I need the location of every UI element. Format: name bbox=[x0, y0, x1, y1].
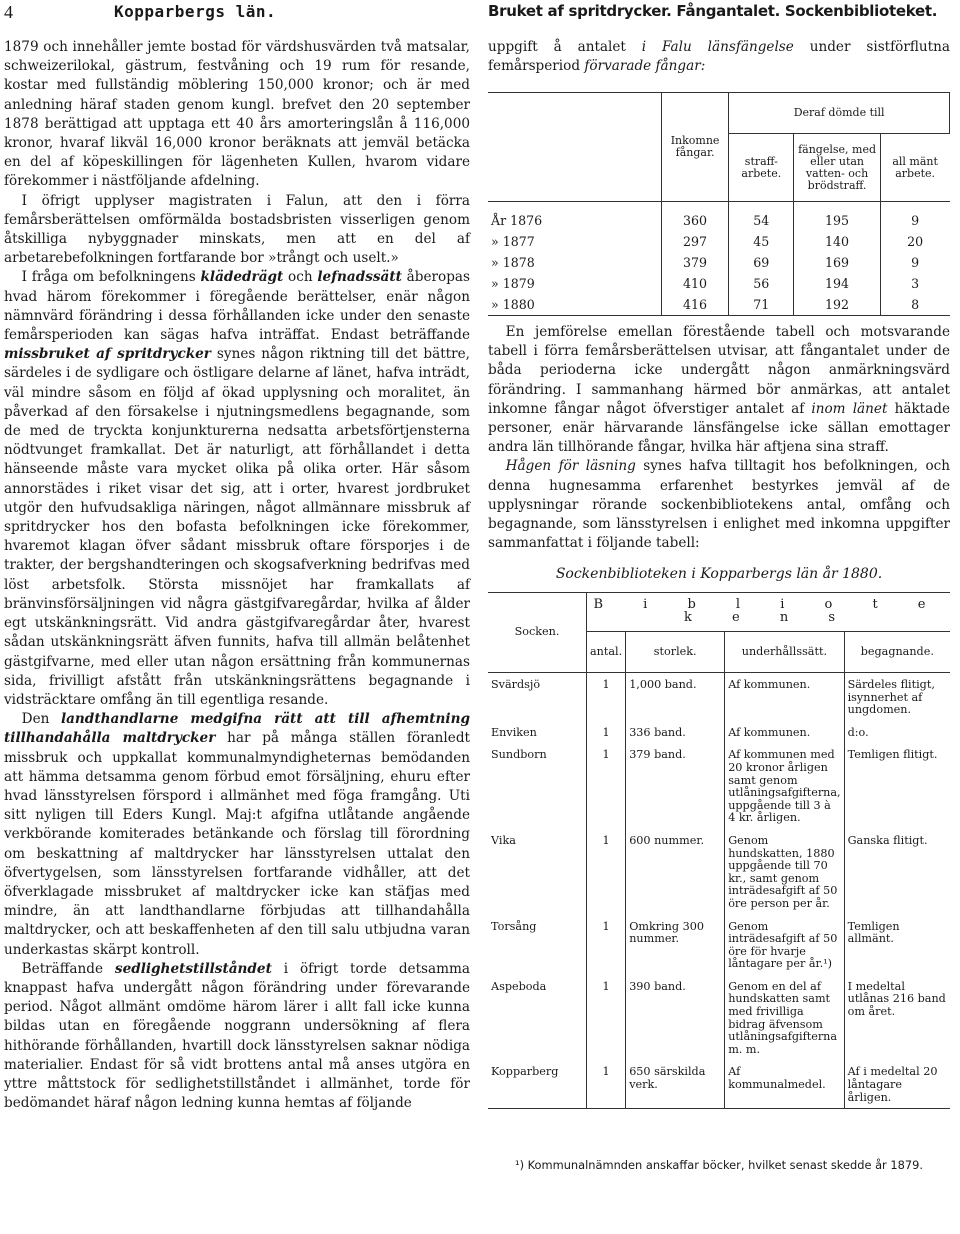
table-cell-begagnande: d:o. bbox=[844, 727, 950, 750]
table-row bbox=[488, 1066, 950, 1108]
table-row bbox=[488, 231, 950, 252]
table-cell-socken: Svärdsjö bbox=[491, 678, 541, 691]
table-cell-begagnande: I medeltal utlånas 216 band om året. bbox=[844, 981, 950, 1067]
paragraph: Den landthandlarne medgifna rätt att till afhemtning tillhandahålla maltdrycker har på många ställen föranledt missbruk och uppkallat kommunalmyndigheternas bemödanden att hämma detsamma genom förbud emot försäljning, ehuru efter hvad länsstyrelsen förspord i allmänhet med föga framgång. Uti sitt nyligen till Eders Kungl. Maj:t afgifna utlåtande angående verkbörande komiterades betänkande och förslag till förordning om beskattning af maltdrycker har länsstyrelsen uttalat den öfvertygelsen, som länsstyrelsen fortfarande vidhåller, att det öfverklagade missbruket af maltdrycker icke kan stäfjas med mindre, än att landthandlarne förbjudas att tillhandahålla maltdrycker, och att beskaffenheten af den till salu utbjudna varan underkastas skärpt kontroll. bbox=[4, 711, 470, 958]
table-cell-antal: 1 bbox=[587, 921, 626, 981]
table-cell-inkomne: 379 bbox=[661, 252, 728, 273]
col-header-storlek: storlek. bbox=[626, 632, 725, 673]
table-cell-storlek: 390 band. bbox=[626, 981, 725, 1067]
table-cell-begagnande: Särdeles flitigt, isynnerhet af ungdomen. bbox=[844, 673, 950, 727]
paragraph: uppgift å antalet i Falu länsfängelse under sistförflutna femårsperiod förvarade fångar: bbox=[488, 39, 950, 75]
page-number: 4 bbox=[4, 2, 13, 22]
table-cell-inkomne: 410 bbox=[661, 273, 728, 294]
table-row bbox=[488, 673, 950, 727]
table-cell-fangelse: 169 bbox=[794, 252, 880, 273]
table-cell-underhall: Genom inträdesafgift af 50 öre för hvarje låntagare per år.¹) bbox=[725, 921, 844, 981]
table-row bbox=[488, 294, 950, 316]
table-cell-allmant: 3 bbox=[880, 273, 949, 294]
col-header-begagnande: begagnande. bbox=[844, 632, 950, 673]
table-cell-storlek: 650 särskilda verk. bbox=[626, 1066, 725, 1108]
table-row bbox=[488, 835, 950, 921]
table-cell-straff: 69 bbox=[729, 252, 794, 273]
table-cell-antal: 1 bbox=[587, 981, 626, 1067]
table-cell-socken: Enviken bbox=[491, 725, 537, 739]
col-header-allmant: all mänt arbete. bbox=[880, 134, 949, 202]
table-cell-year: » 1879 bbox=[491, 276, 535, 291]
table-cell-fangelse: 140 bbox=[794, 231, 880, 252]
col-header-inkomne: Inkomne fångar. bbox=[661, 93, 728, 202]
table-cell-inkomne: 360 bbox=[661, 202, 728, 232]
table-cell-straff: 71 bbox=[729, 294, 794, 316]
table-cell-fangelse: 192 bbox=[794, 294, 880, 316]
table-cell-socken: Kopparberg bbox=[488, 1066, 587, 1108]
group-header: B i b l i o t e k e n s bbox=[587, 593, 951, 632]
table-cell-storlek: 379 band. bbox=[626, 749, 725, 835]
table-row bbox=[488, 727, 950, 750]
paragraph: En jemförelse emellan föreståendе tabell och motsvarande tabell i förra femårsberättelsen utvisar, att fångantalet under de båda perioderna icke undergått någon anmärkningsvärd förändring. I sammanhang härmed bör anmärkas, att antalet inkomne fångar något öfverstiger antalet af inom länet häktade personer, enär härvarande länsfängelse icke sällan emottager andra län tillhörande fångar, hvilka här aftjena sina straff. bbox=[488, 324, 950, 456]
table-cell-allmant: 9 bbox=[880, 202, 949, 232]
table-cell-antal: 1 bbox=[587, 673, 626, 727]
running-title-left: Kopparbergs län. bbox=[114, 2, 277, 21]
library-table-caption: Sockenbiblioteken i Kopparbergs län år 1880. bbox=[555, 566, 883, 582]
table-cell-underhall: Af kommunalmedel. bbox=[725, 1066, 844, 1108]
table-cell-underhall: Genom hundskatten, 1880 uppgående till 70 kr., samt genom inträdesafgift af 50 öre person per år. bbox=[725, 835, 844, 921]
table-cell-socken: Sundborn bbox=[491, 748, 547, 762]
table-row bbox=[488, 252, 950, 273]
col-header-straff: straff-arbete. bbox=[729, 134, 794, 202]
page-header-left bbox=[4, 2, 474, 28]
table-cell-antal: 1 bbox=[587, 727, 626, 750]
paragraph: 1879 och innehåller jemte bostad för värdshusvärden två matsalar, schweizerilokal, gästrum, festvåning och 19 rum för resande, kostar med fullständig möblering 150,000 kronor; och är med anledning häraf staden genom kungl. brefvet den 20 september 1878 berättigad att upptaga ett 40 års amorteringslån å 116,000 kronor, hvaraf likväl 16,000 kronor beräknats att jemväl betäcka en del af köpeskillingen för lägenheten Kullen, hvarom vidare förekommer i nästföljande afdelning. bbox=[4, 39, 470, 190]
table-row bbox=[488, 981, 950, 1067]
table-cell-inkomne: 297 bbox=[661, 231, 728, 252]
table-cell-begagnande: Temligen flitigt. bbox=[844, 749, 950, 835]
table-cell-underhall: Genom en del af hundskatten samt med frivilliga bidrag äfvensom utlåningsafgifterna m. m. bbox=[725, 981, 844, 1067]
table-cell-year: » 1878 bbox=[491, 255, 535, 270]
table-cell-allmant: 9 bbox=[880, 252, 949, 273]
paragraph: Beträffande sedlighetstillståndet i öfrigt torde detsamma knappast hafva undergått någon förändring under förevarande period. Något allmänt omdöme härom lärer i allt fall icke kunna bildas utan en föregående noggrann undersökning af flera hithörande förhållanden, hvartill dock länsstyrelsen saknar nödiga materialier. Endast för så vidt brottens antal må anses utgöra en yttre måttstock för sedlighetstillståndet i allmänhet, torde för bedömandet häraf någon ledning kunna hemtas af följande bbox=[4, 960, 470, 1112]
table-cell-storlek: 336 band. bbox=[626, 727, 725, 750]
prisoner-table bbox=[488, 92, 950, 316]
library-table bbox=[488, 592, 950, 1109]
table-cell-underhall: Af kommunen. bbox=[725, 673, 844, 727]
table-row bbox=[488, 273, 950, 294]
col-header-antal: antal. bbox=[587, 632, 626, 673]
table-cell-antal: 1 bbox=[587, 749, 626, 835]
table-cell-straff: 56 bbox=[729, 273, 794, 294]
col-header-underhall: underhållssätt. bbox=[725, 632, 844, 673]
table-cell-underhall: Af kommunen med 20 kronor årligen samt genom utlåningsafgifterna, uppgående till 3 à 4 kr. årligen. bbox=[725, 749, 844, 835]
table-cell-year: År 1876 bbox=[491, 213, 543, 228]
table-cell-storlek: Omkring 300 nummer. bbox=[626, 921, 725, 981]
col-header-socken: Socken. bbox=[488, 593, 587, 673]
paragraph: I fråga om befolkningens klädedrägt och lefnadssätt åberopas hvad härom förekommer i föregående berättelser, enär någon nämnvärd förändring i dessa förhållanden icke under den senaste femårsperioden kan sägas hafva inträffat. Endast beträffande missbruket af spritdrycker synes någon riktning till det bättre, särdeles i de sydligare och östligare delarne af länet, hafva inträdt, väl mindre såsom en följd af ökad upplysning och moralitet, än påverkad af den försakelse i njutningsmedlens begagnande, som de med de tryckta konjunkturerna nedsatta arbetsförtjensterna nödtvunget framkallat. Det är naturligt, att förhållandet i detta hänseende måste vara mycket olika på olika orter. Här såsom annorstädes i riket visar det sig, att i orter, hvarest jordbruket utgör den hufvudsakliga näringen, något allmännare missbruk af spritdrycker hos den bofasta befolkningen icke förekommer, hvaremot klagan öfver sådant missbruk oftare försporjes i de trakter, der bergshandteringen och skogsafverkning bedrifvas med löst arbetsfolk. Största missnöjet har framkallats af bränvinsförsäljningen vid några gästgifvaregårdar, hvilka af ålder egt utskänkningsrätt. Vid andra gästgifvaregårdar åter, hvarest sådan utskänkningsrätt äfven funnits, hafva till allmän belåtenhet gästgifvarne, med eller utan någon ersättning från kommunernas sida, frivilligt afstått från utskänkningsrättens begagnande i vidsträcktare omfång än till egentliga resande. bbox=[4, 269, 470, 708]
table-cell-antal: 1 bbox=[587, 835, 626, 921]
footnote: ¹) Kommunalnämnden anskaffar böcker, hvilket senast skedde år 1879. bbox=[515, 1158, 923, 1172]
table-cell-straff: 45 bbox=[729, 231, 794, 252]
table-cell-socken: Torsång bbox=[491, 919, 537, 933]
right-intro bbox=[488, 38, 950, 76]
table-row bbox=[488, 749, 950, 835]
table-row bbox=[488, 921, 950, 981]
paragraph: I öfrigt upplyser magistraten i Falun, att den i förra femårsberättelsen omförmälda bostadsbristen visserligen genom åtskilliga nybyggnader minskats, men att en del af arbetarebefolkningen fortfarande bor »trångt och uselt.» bbox=[4, 192, 470, 267]
right-middle-text bbox=[488, 323, 950, 553]
left-column bbox=[4, 38, 470, 1113]
table-cell-fangelse: 195 bbox=[794, 202, 880, 232]
table-cell-straff: 54 bbox=[729, 202, 794, 232]
paragraph: Hågen för läsning synes hafva tilltagit hos befolkningen, och denna hugnesamma erfarenhet bestyrkes jemväl af de upplysningar rörande sockenbibliotekens antal, omfång och begagnande, som länsstyrelsen i enlighet med inkomna uppgifter sammanfattat i följande tabell: bbox=[488, 458, 950, 552]
table-cell-begagnande: Temligen allmänt. bbox=[844, 921, 950, 981]
table-cell-antal: 1 bbox=[587, 1066, 626, 1108]
table-cell-allmant: 20 bbox=[880, 231, 949, 252]
table-cell-socken: Aspeboda bbox=[491, 979, 547, 993]
col-header-fangelse: fängelse, med eller utan vatten- och brödstraff. bbox=[794, 134, 880, 202]
table-cell-begagnande: Af i medeltal 20 låntagare årligen. bbox=[844, 1066, 950, 1108]
table-cell-begagnande: Ganska flitigt. bbox=[844, 835, 950, 921]
table-cell-inkomne: 416 bbox=[661, 294, 728, 316]
table-cell-allmant: 8 bbox=[880, 294, 949, 316]
table-cell-year: » 1880 bbox=[488, 294, 661, 316]
table-cell-storlek: 600 nummer. bbox=[626, 835, 725, 921]
table-cell-socken: Vika bbox=[491, 833, 516, 847]
table-cell-fangelse: 194 bbox=[794, 273, 880, 294]
table-row bbox=[488, 202, 950, 232]
group-header: Deraf dömde till bbox=[729, 93, 950, 134]
table-cell-storlek: 1,000 band. bbox=[626, 673, 725, 727]
running-title-right: Bruket af spritdrycker. Fångantalet. Sockenbiblioteket. bbox=[488, 2, 938, 20]
table-cell-underhall: Af kommunen. bbox=[725, 727, 844, 750]
table-cell-year: » 1877 bbox=[491, 234, 535, 249]
